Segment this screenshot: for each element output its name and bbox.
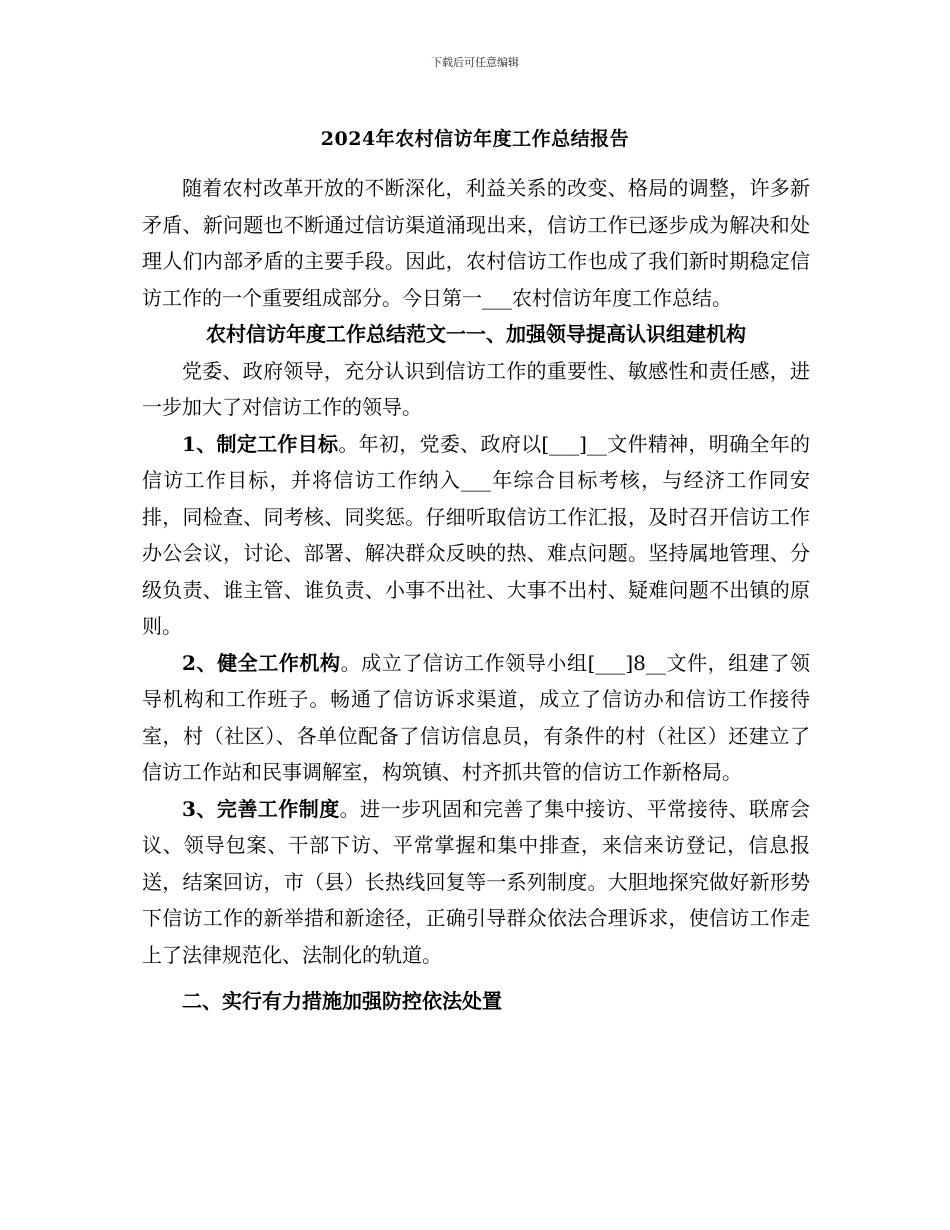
section-heading-2: 二、实行有力措施加强防控依法处置 [182,989,502,1013]
section1-intro-paragraph: 党委、政府领导，充分认识到信访工作的重要性、敏感性和责任感，进一步加大了对信访工作的领导。 [142,358,810,419]
header-note: 下载后可任意编辑 [431,56,519,69]
item-text-1: 。年初，党委、政府以[___]__文件精神，明确全年的信访工作目标，并将信访工作纳入___年综合目标考核，与经济工作同安排，同检查、同考核、同奖惩。仔细听取信访工作汇报，及时召开信访工作办公会议，讨论、部署、解决群众反映的热、难点问题。坚持属地管理、分级负责、谁主管、谁负责、小事不出社、大事不出村、疑难问题不出镇的原则。 [142,431,810,638]
section-heading-1: 农村信访年度工作总结范文一一、加强领导提高认识组建机构 [206,322,746,346]
item-text-2: 。成立了信访工作领导小组[___]8__文件，组建了领导机构和工作班子。畅通了信访诉求渠道，成立了信访办和信访工作接待室，村（社区）、各单位配备了信访信息员，有条件的村（社区）还建立了信访工作站和民事调解室，构筑镇、村齐抓共管的信访工作新格局。 [142,650,810,784]
item-lead-2: 2、健全工作机构 [182,650,341,675]
document-title: 2024年农村信访年度工作总结报告 [320,128,630,150]
intro-paragraph: 随着农村改革开放的不断深化，利益关系的改变、格局的调整，许多新矛盾、新问题也不断通过信访渠道涌现出来，信访工作已逐步成为解决和处理人们内部矛盾的主要手段。因此，农村信访工作也成了我们新时期稳定信访工作的一个重要组成部分。今日第一___农村信访年度工作总结。 [142,176,810,310]
item-paragraph-2 [142,645,810,791]
item-paragraph-1 [142,426,810,645]
item-paragraph-3 [142,791,810,974]
item-lead-1: 1、制定工作目标 [182,431,339,456]
item-lead-3: 3、完善工作制度 [182,796,340,821]
document-body [142,170,810,1020]
item-text-3: 。进一步巩固和完善了集中接访、平常接待、联席会议、领导包案、干部下访、平常掌握和集中排查，来信来访登记，信息报送，结案回访，市（县）长热线回复等一系列制度。大胆地探究做好新形势下信访工作的新举措和新途径，正确引导群众依法合理诉求，使信访工作走上了法律规范化、法制化的轨道。 [142,796,810,967]
